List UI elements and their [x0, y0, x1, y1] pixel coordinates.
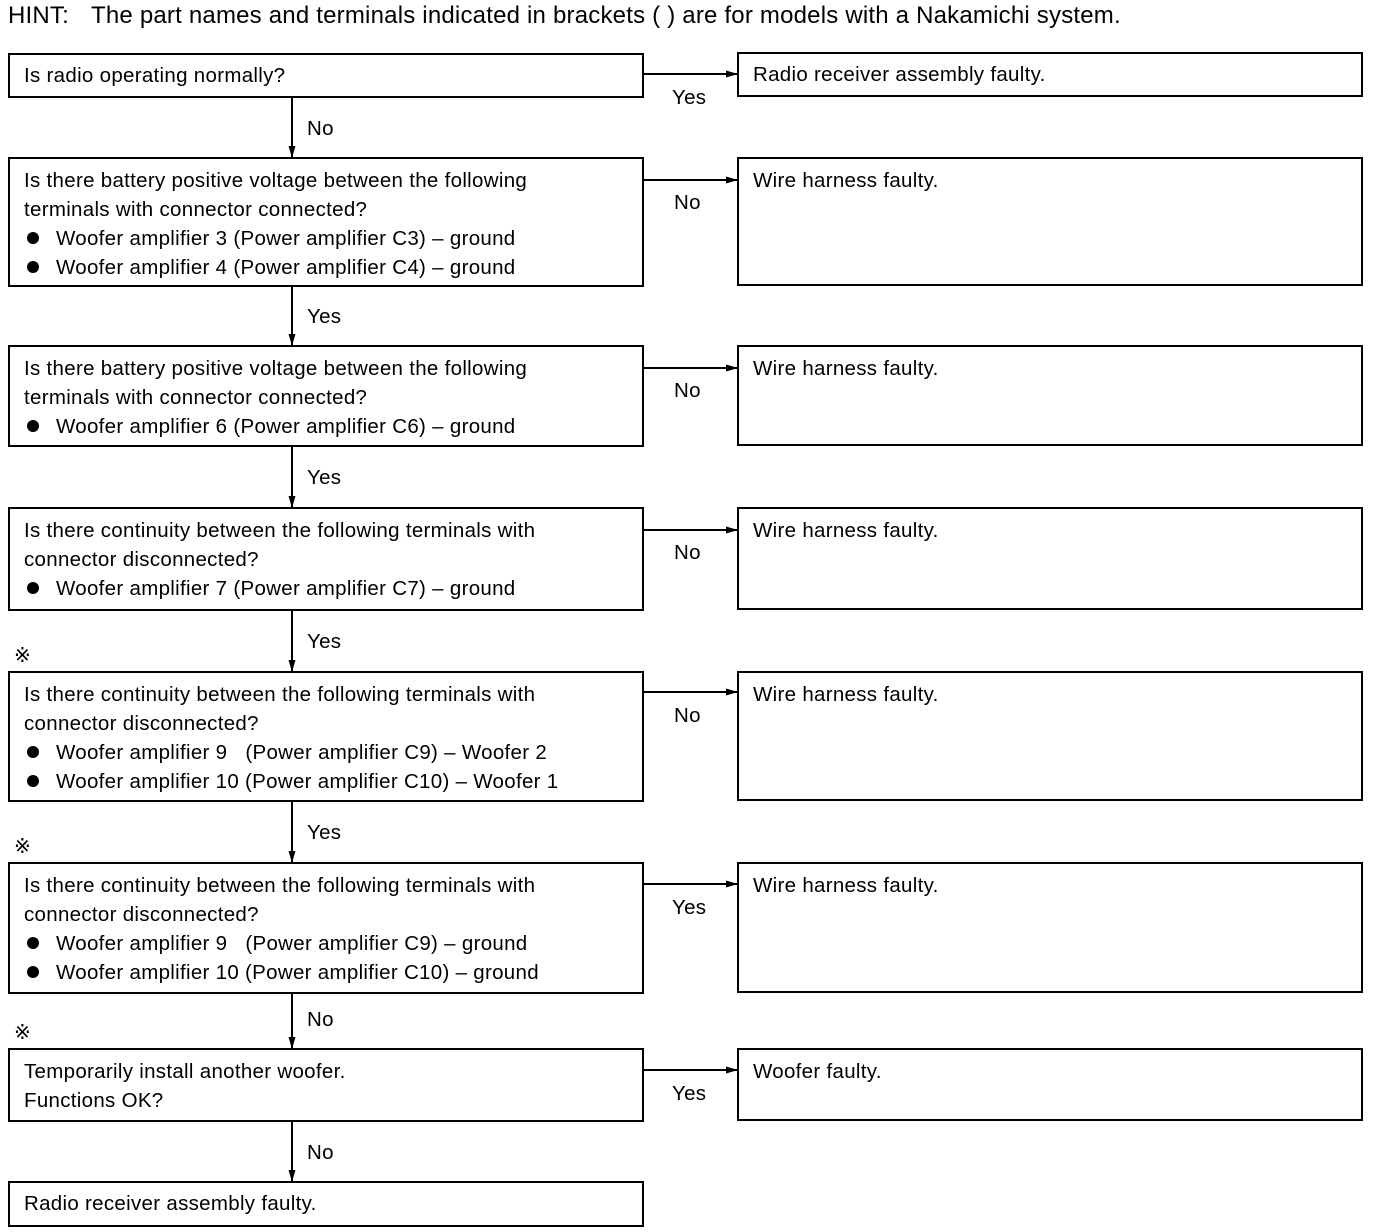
question-box-3: [8, 345, 644, 447]
question-line: Is there continuity between the following terminals with: [24, 683, 536, 706]
bullet-item: [24, 768, 632, 797]
bullet-text: Woofer amplifier 6 (Power amplifier C6) – ground: [56, 414, 516, 438]
final-result-text: Radio receiver assembly faulty.: [24, 1192, 317, 1215]
result-text: Wire harness faulty.: [753, 519, 939, 542]
bullet-item: [24, 254, 632, 283]
side-label-2: No: [674, 191, 701, 214]
bullet-dot-icon: [27, 261, 39, 273]
bullet-dot-icon: [27, 937, 39, 949]
question-box-7: [8, 1048, 644, 1122]
bullet-dot-icon: [27, 775, 39, 787]
bullet-item: [24, 739, 632, 768]
bullet-dot-icon: [27, 232, 39, 244]
question-line: connector disconnected?: [24, 711, 259, 735]
down-label-4: Yes: [307, 630, 342, 653]
side-label-7: Yes: [672, 1082, 707, 1105]
bullet-item: [24, 930, 632, 959]
bullet-text: Woofer amplifier 4 (Power amplifier C4) – ground: [56, 255, 516, 279]
note-mark-3: ※: [14, 1020, 31, 1044]
question-box-1: [8, 53, 644, 98]
question-line: Is there battery positive voltage between the following: [24, 357, 528, 380]
result-text: Wire harness faulty.: [753, 683, 939, 706]
result-box-4: [737, 507, 1363, 610]
result-box-5: [737, 671, 1363, 801]
bullet-text: Woofer amplifier 7 (Power amplifier C7) – ground: [56, 576, 516, 600]
bullet-text: Woofer amplifier 9 (Power amplifier C9) – ground: [56, 931, 528, 955]
result-text: Radio receiver assembly faulty.: [753, 63, 1046, 86]
hint-label: HINT:: [8, 2, 69, 29]
bullet-item: [24, 575, 632, 604]
result-text: Wire harness faulty.: [753, 169, 939, 192]
result-box-2: [737, 157, 1363, 286]
question-line: connector disconnected?: [24, 902, 259, 926]
note-mark-2: ※: [14, 834, 31, 858]
side-label-3: No: [674, 379, 701, 402]
bullet-item: [24, 225, 632, 254]
bullet-item: [24, 959, 632, 988]
hint-text: The part names and terminals indicated in brackets ( ) are for models with a Nakamichi system.: [91, 2, 1121, 29]
bullet-text: Woofer amplifier 10 (Power amplifier C10) – ground: [56, 960, 539, 984]
question-line: terminals with connector connected?: [24, 197, 368, 221]
question-line: Is there continuity between the following terminals with: [24, 519, 536, 542]
result-box-1: [737, 52, 1363, 97]
down-label-1: No: [307, 117, 334, 140]
question-line: Temporarily install another woofer.: [24, 1060, 346, 1083]
side-label-4: No: [674, 541, 701, 564]
result-text: Wire harness faulty.: [753, 357, 939, 380]
result-text: Woofer faulty.: [753, 1060, 882, 1083]
question-line: Is there battery positive voltage between the following: [24, 169, 528, 192]
question-line: Is radio operating normally?: [24, 64, 286, 87]
down-label-5: Yes: [307, 821, 342, 844]
down-label-6: No: [307, 1008, 334, 1031]
bullet-text: Woofer amplifier 3 (Power amplifier C3) – ground: [56, 226, 516, 250]
note-mark-1: ※: [14, 643, 31, 667]
side-label-1: Yes: [672, 86, 707, 109]
question-box-4: [8, 507, 644, 611]
question-box-2: [8, 157, 644, 287]
question-box-6: [8, 862, 644, 994]
result-box-7: [737, 1048, 1363, 1121]
side-label-6: Yes: [672, 896, 707, 919]
final-result-box: [8, 1181, 644, 1227]
result-box-6: [737, 862, 1363, 993]
question-line: Is there continuity between the following terminals with: [24, 874, 536, 897]
question-box-5: [8, 671, 644, 802]
bullet-dot-icon: [27, 746, 39, 758]
bullet-text: Woofer amplifier 10 (Power amplifier C10) – Woofer 1: [56, 769, 559, 793]
side-label-5: No: [674, 704, 701, 727]
question-line: Functions OK?: [24, 1088, 164, 1112]
result-box-3: [737, 345, 1363, 446]
bullet-dot-icon: [27, 582, 39, 594]
result-text: Wire harness faulty.: [753, 874, 939, 897]
bullet-item: [24, 413, 632, 442]
down-label-2: Yes: [307, 305, 342, 328]
question-line: connector disconnected?: [24, 547, 259, 571]
bullet-dot-icon: [27, 966, 39, 978]
bullet-text: Woofer amplifier 9 (Power amplifier C9) – Woofer 2: [56, 740, 548, 764]
down-label-7: No: [307, 1141, 334, 1164]
question-line: terminals with connector connected?: [24, 385, 368, 409]
down-label-3: Yes: [307, 466, 342, 489]
bullet-dot-icon: [27, 420, 39, 432]
